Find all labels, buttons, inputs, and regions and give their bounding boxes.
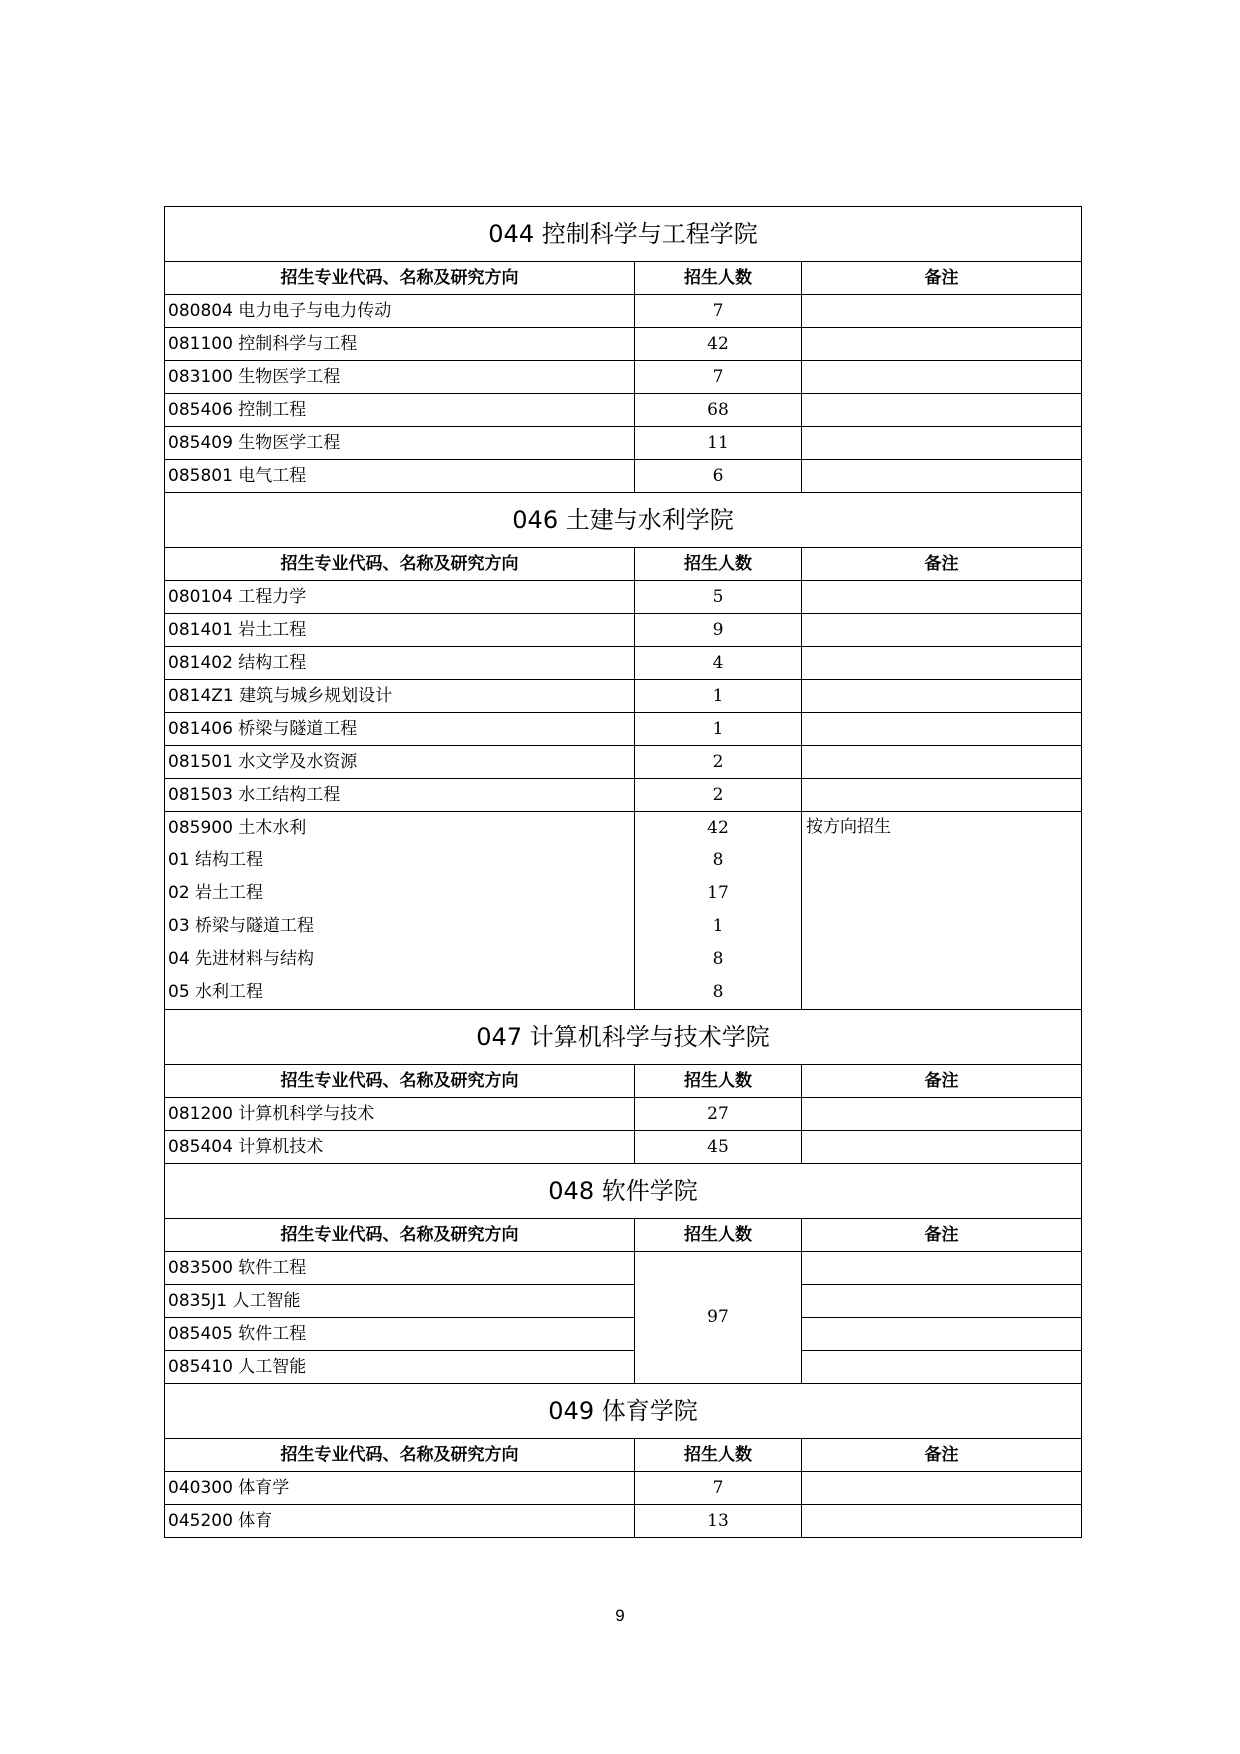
- direction-count: 17: [707, 883, 729, 903]
- major-name: 085404 计算机技术: [165, 1131, 635, 1164]
- table-row: [165, 746, 1082, 779]
- major-name: 083100 生物医学工程: [165, 361, 635, 394]
- section-title-row: [165, 493, 1082, 548]
- table-row: [165, 614, 1082, 647]
- header-note: 备注: [802, 262, 1082, 295]
- header-row: [165, 1065, 1082, 1098]
- header-row: [165, 262, 1082, 295]
- direction-count: 8: [712, 949, 724, 969]
- major-name: 040300 体育学: [165, 1472, 635, 1505]
- table-row: [165, 1252, 1082, 1285]
- table-row: [165, 1505, 1082, 1538]
- remark: [802, 1351, 1082, 1384]
- merged-enrollment-count: 97: [635, 1252, 802, 1384]
- header-count: 招生人数: [635, 1065, 802, 1098]
- enrollment-count: 1: [635, 680, 802, 713]
- section-title: 044 控制科学与工程学院: [165, 207, 1082, 262]
- major-name: 0835J1 人工智能: [165, 1285, 635, 1318]
- table-row: [165, 1285, 1082, 1318]
- major-name: 085801 电气工程: [165, 460, 635, 493]
- header-code-name: 招生专业代码、名称及研究方向: [165, 1439, 635, 1472]
- section-title-row: [165, 1384, 1082, 1439]
- table-row: [165, 779, 1082, 812]
- remark: [802, 1098, 1082, 1131]
- remark: [802, 647, 1082, 680]
- table-row: [165, 361, 1082, 394]
- header-code-name: 招生专业代码、名称及研究方向: [165, 1219, 635, 1252]
- header-note: 备注: [802, 1065, 1082, 1098]
- header-count: 招生人数: [635, 1439, 802, 1472]
- enrollment-count: 1: [635, 713, 802, 746]
- group-row: [165, 812, 1082, 1010]
- table-row: [165, 295, 1082, 328]
- enrollment-count: 2: [635, 746, 802, 779]
- section-title: 048 软件学院: [165, 1164, 1082, 1219]
- remark: [802, 746, 1082, 779]
- table-row: [165, 1131, 1082, 1164]
- table-row: [165, 713, 1082, 746]
- remark: [802, 1472, 1082, 1505]
- major-name: 085410 人工智能: [165, 1351, 635, 1384]
- major-name: 081200 计算机科学与技术: [165, 1098, 635, 1131]
- enrollment-count: 11: [635, 427, 802, 460]
- remark: [802, 394, 1082, 427]
- section-title: 049 体育学院: [165, 1384, 1082, 1439]
- enrollment-count: 45: [635, 1131, 802, 1164]
- direction-name: 04 先进材料与结构: [168, 949, 315, 969]
- group-major-name: 085900 土木水利: [168, 818, 307, 838]
- major-name: 080804 电力电子与电力传动: [165, 295, 635, 328]
- table-row: [165, 680, 1082, 713]
- enrollment-count: 7: [635, 1472, 802, 1505]
- table-row: [165, 427, 1082, 460]
- admissions-table: [164, 206, 1082, 1538]
- group-counts-cell: [635, 812, 802, 1010]
- remark: [802, 680, 1082, 713]
- remark: [802, 1285, 1082, 1318]
- table-row: [165, 647, 1082, 680]
- remark: [802, 427, 1082, 460]
- direction-name: 01 结构工程: [168, 850, 264, 870]
- direction-name: 03 桥梁与隧道工程: [168, 916, 315, 936]
- header-count: 招生人数: [635, 548, 802, 581]
- enrollment-count: 6: [635, 460, 802, 493]
- table-row: [165, 1318, 1082, 1351]
- header-row: [165, 548, 1082, 581]
- major-name: 083500 软件工程: [165, 1252, 635, 1285]
- major-name: 081402 结构工程: [165, 647, 635, 680]
- enrollment-count: 27: [635, 1098, 802, 1131]
- remark: [802, 614, 1082, 647]
- remark: [802, 295, 1082, 328]
- table-row: [165, 460, 1082, 493]
- enrollment-count: 4: [635, 647, 802, 680]
- group-names-cell: [165, 812, 635, 1010]
- section-title-row: [165, 1164, 1082, 1219]
- direction-count: 1: [712, 916, 724, 936]
- header-code-name: 招生专业代码、名称及研究方向: [165, 1065, 635, 1098]
- major-name: 085405 软件工程: [165, 1318, 635, 1351]
- remark: [802, 713, 1082, 746]
- header-row: [165, 1439, 1082, 1472]
- enrollment-count: 68: [635, 394, 802, 427]
- header-note: 备注: [802, 1219, 1082, 1252]
- table-row: [165, 581, 1082, 614]
- header-count: 招生人数: [635, 262, 802, 295]
- header-note: 备注: [802, 548, 1082, 581]
- enrollment-count: 2: [635, 779, 802, 812]
- table-row: [165, 1472, 1082, 1505]
- remark: [802, 1505, 1082, 1538]
- enrollment-count: 7: [635, 361, 802, 394]
- group-remark: 按方向招生: [802, 812, 1082, 1010]
- major-name: 085406 控制工程: [165, 394, 635, 427]
- direction-count: 8: [712, 850, 724, 870]
- remark: [802, 328, 1082, 361]
- header-code-name: 招生专业代码、名称及研究方向: [165, 548, 635, 581]
- remark: [802, 361, 1082, 394]
- remark: [802, 779, 1082, 812]
- major-name: 081100 控制科学与工程: [165, 328, 635, 361]
- remark: [802, 581, 1082, 614]
- enrollment-count: 13: [635, 1505, 802, 1538]
- direction-name: 02 岩土工程: [168, 883, 264, 903]
- enrollment-count: 7: [635, 295, 802, 328]
- table-row: [165, 328, 1082, 361]
- major-name: 081401 岩土工程: [165, 614, 635, 647]
- remark: [802, 1252, 1082, 1285]
- table-row: [165, 394, 1082, 427]
- major-name: 081503 水工结构工程: [165, 779, 635, 812]
- major-name: 085409 生物医学工程: [165, 427, 635, 460]
- remark: [802, 1131, 1082, 1164]
- remark: [802, 1318, 1082, 1351]
- major-name: 0814Z1 建筑与城乡规划设计: [165, 680, 635, 713]
- table-row: [165, 1351, 1082, 1384]
- major-name: 081406 桥梁与隧道工程: [165, 713, 635, 746]
- section-title: 047 计算机科学与技术学院: [165, 1010, 1082, 1065]
- header-row: [165, 1219, 1082, 1252]
- direction-name: 05 水利工程: [168, 982, 264, 1002]
- enrollment-count: 5: [635, 581, 802, 614]
- direction-count: 8: [712, 982, 724, 1002]
- table-row: [165, 1098, 1082, 1131]
- page-number: 9: [615, 1606, 625, 1625]
- enrollment-count: 42: [635, 328, 802, 361]
- section-title-row: [165, 1010, 1082, 1065]
- header-note: 备注: [802, 1439, 1082, 1472]
- section-title-row: [165, 207, 1082, 262]
- enrollment-count: 9: [635, 614, 802, 647]
- major-name: 081501 水文学及水资源: [165, 746, 635, 779]
- group-enrollment-count: 42: [707, 818, 729, 838]
- header-code-name: 招生专业代码、名称及研究方向: [165, 262, 635, 295]
- remark: [802, 460, 1082, 493]
- section-title: 046 土建与水利学院: [165, 493, 1082, 548]
- major-name: 045200 体育: [165, 1505, 635, 1538]
- header-count: 招生人数: [635, 1219, 802, 1252]
- major-name: 080104 工程力学: [165, 581, 635, 614]
